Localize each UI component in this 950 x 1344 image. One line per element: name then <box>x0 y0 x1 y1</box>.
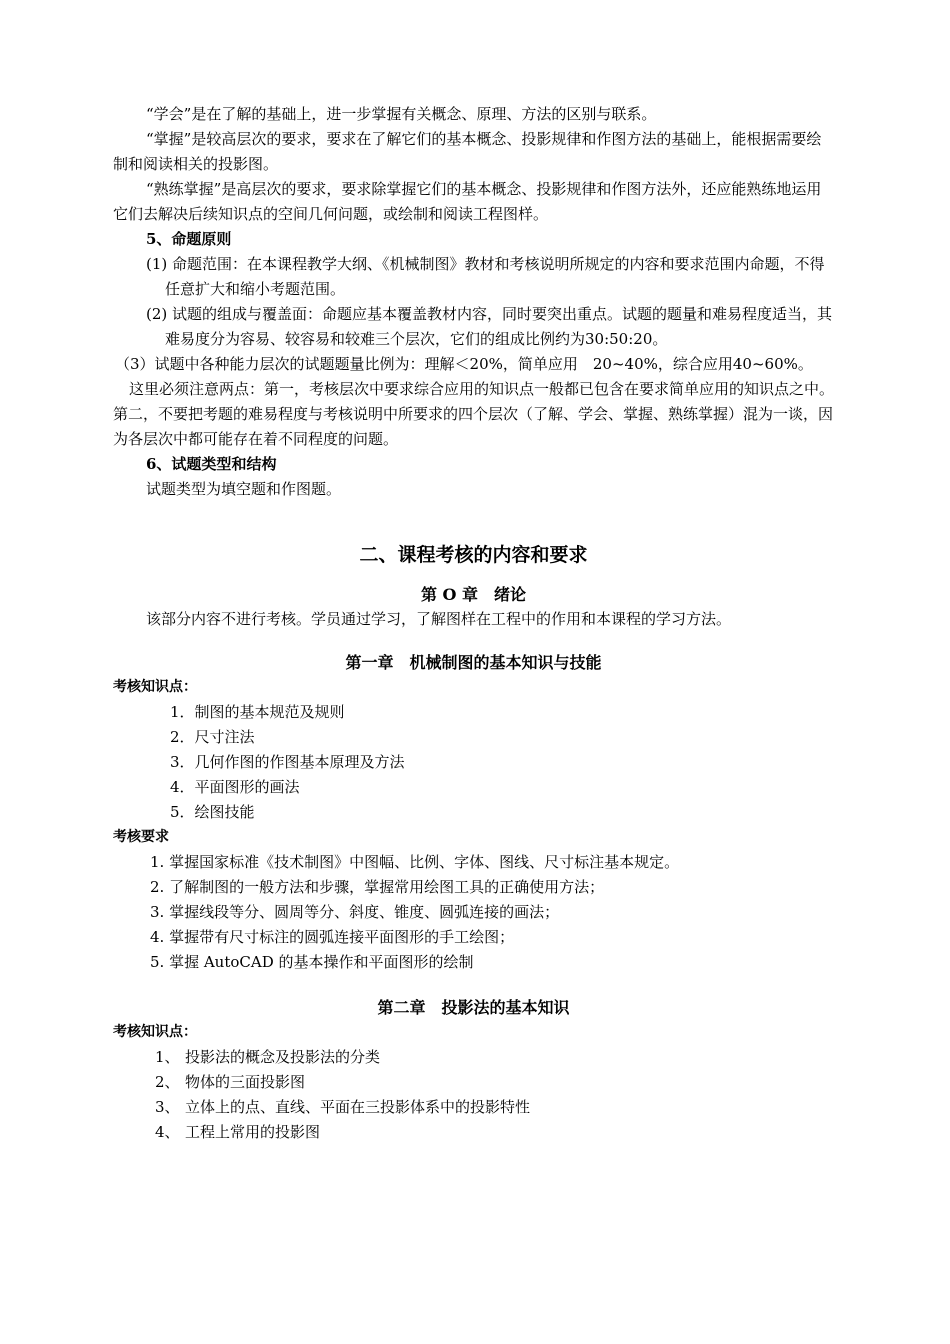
section5-item-2: (2) 试题的组成与覆盖面：命题应基本覆盖教材内容，同时要突出重点。试题的题量和难易程度适当，其难易度分为容易、较容易和较难三个层次，它们的组成比例约为30:50:20。 <box>146 305 833 348</box>
list-item: 3. 掌握线段等分、圆周等分、斜度、锥度、圆弧连接的画法； <box>150 903 560 921</box>
section6-heading: 6、试题类型和结构 <box>146 455 277 473</box>
list-item: 4．平面图形的画法 <box>170 778 300 796</box>
chapter1-points-label: 考核知识点： <box>113 679 197 695</box>
list-item: 4. 掌握带有尺寸标注的圆弧连接平面图形的手工绘图； <box>150 928 515 946</box>
chapter2-points-label: 考核知识点： <box>113 1024 197 1040</box>
list-item: 1. 掌握国家标准《技术制图》中图幅、比例、字体、图线、尺寸标注基本规定。 <box>150 853 680 871</box>
list-item: 2、 物体的三面投影图 <box>155 1073 306 1091</box>
list-item: 3、 立体上的点、直线、平面在三投影体系中的投影特性 <box>155 1098 531 1116</box>
list-item: 2．尺寸注法 <box>170 728 255 746</box>
section5-note: 这里必须注意两点：第一，考核层次中要求综合应用的知识点一般都已包含在要求简单应用的知识点之中。第二，不要把考题的难易程度与考核说明中所要求的四个层次（了解、学会、掌握、熟练掌握）混为一谈，因为各层次中都可能存在着不同程度的问题。 <box>113 380 835 448</box>
paragraph-shulian: “熟练掌握”是高层次的要求，要求除掌握它们的基本概念、投影规律和作图方法外，还应能熟练地运用它们去解决后续知识点的空间几何问题，或绘制和阅读工程图样。 <box>113 180 822 223</box>
chapter2-title: 第二章 投影法的基本知识 <box>377 998 570 1017</box>
list-item: 2. 了解制图的一般方法和步骤，掌握常用绘图工具的正确使用方法； <box>150 878 605 896</box>
list-item: 5. 掌握 AutoCAD 的基本操作和平面图形的绘制 <box>150 953 474 971</box>
list-item: 3．几何作图的作图基本原理及方法 <box>170 753 405 771</box>
chapter0-text: 该部分内容不进行考核。学员通过学习，了解图样在工程中的作用和本课程的学习方法。 <box>146 610 732 628</box>
chapter0-title: 第 O 章 绪论 <box>420 585 527 604</box>
section5-item-1: (1) 命题范围：在本课程教学大纲、《机械制图》教材和考核说明所规定的内容和要求范围内命题，不得任意扩大和缩小考题范围。 <box>146 255 825 298</box>
list-item: 1．制图的基本规范及规则 <box>170 703 345 721</box>
list-item: 1、 投影法的概念及投影法的分类 <box>155 1048 381 1066</box>
chapter1-requirements-list <box>113 850 834 975</box>
list-item: 5．绘图技能 <box>170 803 255 821</box>
chapter2-points-list <box>113 1045 834 1145</box>
paragraph-xuehui: “学会”是在了解的基础上，进一步掌握有关概念、原理、方法的区别与联系。 <box>146 105 657 123</box>
chapter1-title: 第一章 机械制图的基本知识与技能 <box>345 653 602 672</box>
paragraph-zhangwo: “掌握”是较高层次的要求，要求在了解它们的基本概念、投影规律和作图方法的基础上，能根据需要绘制和阅读相关的投影图。 <box>113 130 822 173</box>
section5-heading: 5、命题原则 <box>146 230 232 248</box>
list-item: 4、 工程上常用的投影图 <box>155 1123 321 1141</box>
section6-text: 试题类型为填空题和作图题。 <box>146 480 342 498</box>
section5-item-3: （3）试题中各种能力层次的试题题量比例为：理解＜20%，简单应用 20~40%，综合应用40~60%。 <box>115 355 813 373</box>
chapter1-points-list <box>113 700 834 825</box>
part2-title: 二、课程考核的内容和要求 <box>359 544 588 566</box>
chapter1-requirements-label: 考核要求 <box>113 829 169 845</box>
